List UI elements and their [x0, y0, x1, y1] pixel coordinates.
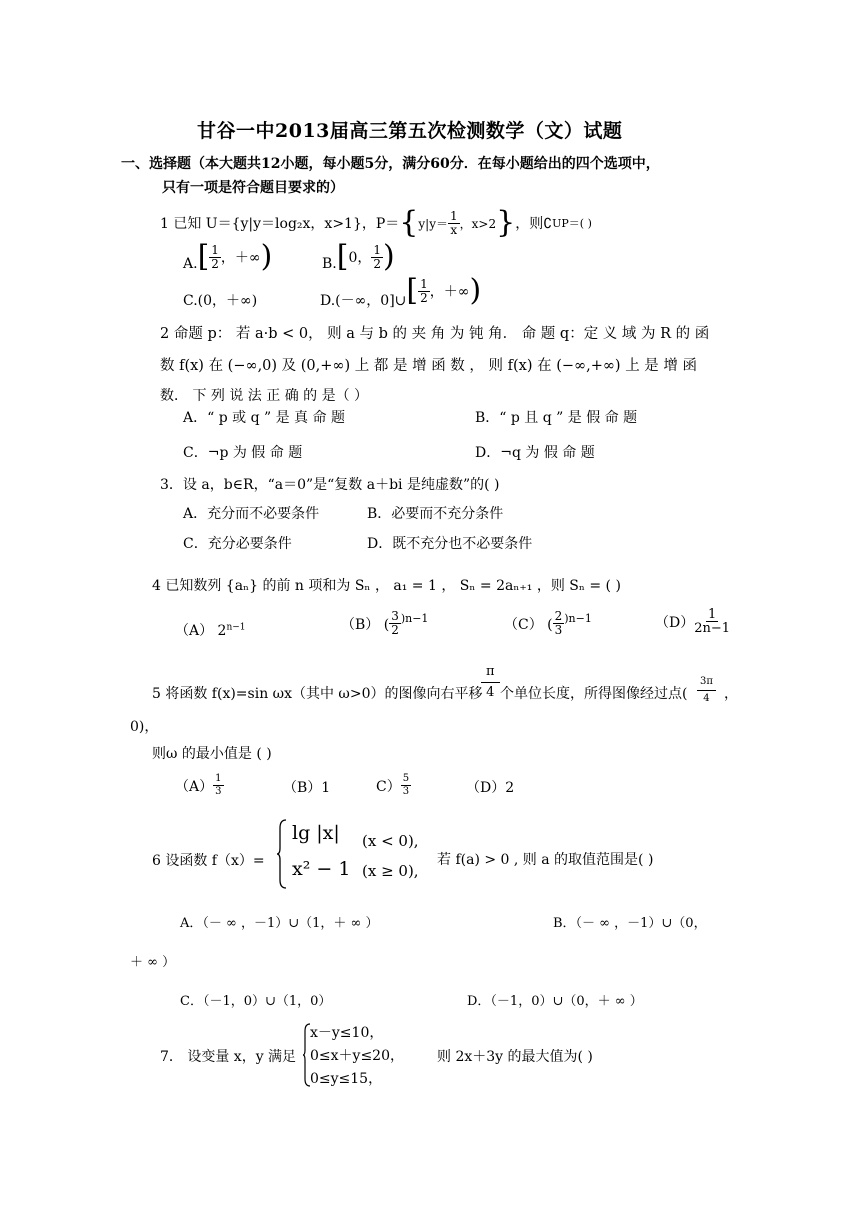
q6-option-b-cont: ＋ ∞ ） [130, 955, 176, 970]
q1-stem-b: ，则∁ [515, 216, 553, 232]
q2-line2: 数 f(x) 在 (−∞,0) 及 (0,+∞) 上 都 是 增 函 数 ， 则 f(x) 在 (−∞,+∞) 上 是 增 函 [160, 358, 698, 374]
q3-option-a: A．充分而不必要条件 [183, 506, 320, 522]
q1-optD-a: D.(－∞，0]∪ [320, 293, 407, 309]
q4-optA-exp: n−1 [226, 622, 246, 633]
q5-optC-text: C） [376, 778, 401, 795]
q1-optA-label: A. [183, 256, 198, 272]
q5-line2: 则ω 的最小值是 ( ) [152, 746, 272, 762]
q5-option-d: （D）2 [466, 780, 515, 796]
q2-option-d: D．¬q 为 假 命 题 [475, 445, 595, 461]
q7-constraint-1: x－y≤10， [310, 1025, 384, 1041]
q1-optB-num: 1 [373, 242, 382, 257]
q4-optB-exp: )n−1 [400, 612, 429, 625]
q2-option-a: A．“ p 或 q ” 是 真 命 题 [183, 410, 345, 426]
q6-brace-icon [276, 818, 286, 890]
q1-set-tail: ，x>2 [459, 216, 497, 231]
brace-right-icon: } [496, 205, 516, 240]
q5-option-c [376, 773, 411, 798]
q1-frac-num: 1 [450, 208, 458, 223]
q5-optA-num: 1 [215, 773, 222, 784]
q7-stem: 7． 设变量 x，y 满足 [160, 1049, 297, 1065]
q1-option-a [183, 239, 273, 274]
q1-optD-frac [418, 278, 430, 305]
bracket-left-icon: [ [336, 239, 349, 274]
q1-optD-num: 1 [420, 276, 428, 291]
q4-stem: 4 已知数列 {aₙ} 的前 n 项和为 Sₙ ， a₁ = 1 ， Sₙ = 2aₙ₊₁ ，则 Sₙ = ( ) [152, 578, 621, 594]
q1-option-d [320, 272, 481, 310]
q5-pi-frac [481, 662, 500, 703]
q4-optD-frac [694, 608, 730, 635]
q1-frac [448, 210, 460, 237]
q5-stem: 5 将函数 f(x)=sin ωx（其中 ω>0）的图像向右平移 [152, 686, 483, 702]
q6-case1-cond: (x < 0), [362, 832, 419, 850]
q4-optD-num: 1 [708, 607, 717, 622]
q5-pi-frac-inner [481, 662, 500, 703]
q3-option-c: C．充分必要条件 [183, 536, 292, 552]
bracket-left-icon: [ [197, 239, 210, 274]
q5-optC-den: 3 [402, 786, 410, 797]
q6-option-b: B．（－ ∞ ，－1）∪（0， [553, 916, 707, 931]
q4-optB-text: （B） ( [341, 616, 390, 633]
q1-optD-tail: ，＋∞ [429, 284, 470, 300]
q5-pt-den: 4 [703, 693, 710, 704]
q1-optB-a: 0， [348, 250, 372, 266]
q1-option-c: C.(0，＋∞) [183, 293, 258, 309]
q6-case2-cond: (x ≥ 0), [362, 862, 419, 880]
q5-optA-text: （A） [175, 778, 214, 795]
q1-set-p: y|y＝ [418, 216, 448, 231]
q6-case1: lg |x| [292, 822, 340, 844]
q1-optA-num: 1 [211, 242, 219, 257]
bracket-left-icon: [ [406, 273, 419, 308]
brace-left-icon: { [399, 205, 419, 240]
q5-pi-num: π [481, 662, 500, 683]
q4-optC-frac [553, 610, 565, 637]
q5-stem-c: ， [724, 686, 738, 702]
q3-option-b: B．必要而不充分条件 [367, 506, 504, 522]
q5-pt-num: 3π [697, 674, 716, 691]
q1-optA-den: 2 [211, 256, 219, 271]
q6-stem: 6 设函数 f（x）= [152, 853, 265, 869]
q2-line3: 数． 下 列 说 法 正 确 的 是（ ） [160, 388, 369, 404]
q1-optB-frac [371, 244, 383, 271]
paren-right-icon: ) [383, 239, 395, 274]
q5-option-a [175, 773, 224, 798]
section-heading-cont: 只有一项是符合题目要求的） [162, 180, 344, 196]
q4-optC-exp: )n−1 [564, 612, 592, 625]
q5-stem-d: 0)， [130, 719, 159, 735]
q2-option-c: C．¬p 为 假 命 题 [183, 445, 303, 461]
section-heading: 一、选择题（本大题共12小题，每小题5分，满分60分．在每小题给出的四个选项中， [121, 156, 660, 172]
q4-option-a [175, 620, 246, 640]
paren-right-icon: ) [469, 273, 482, 308]
q5-optC-num: 5 [402, 773, 410, 784]
q4-option-b [341, 610, 428, 637]
q1-optA-tail: ，＋∞ [220, 250, 261, 266]
q5-option-b: （B）1 [283, 780, 331, 796]
q5-pi-den: 4 [486, 685, 495, 700]
q7-constraint-2: 0≤x＋y≤20， [310, 1048, 404, 1064]
q4-optD-text: （D） [655, 614, 695, 631]
q6-option-a: A．（－ ∞ ，－1）∪（1，＋ ∞ ） [180, 916, 379, 931]
paren-right-icon: ) [260, 239, 273, 274]
q5-point-frac [697, 674, 716, 707]
q6-stem-b: 若 f(a) > 0 , 则 a 的取值范围是( ) [437, 852, 654, 868]
q6-option-d: D．（－1，0）∪（0，＋ ∞ ） [467, 994, 643, 1009]
q2-option-b: B．“ p 且 q ” 是 假 命 题 [475, 410, 638, 426]
q5-optA-frac [213, 773, 223, 798]
q4-optC-num: 2 [554, 609, 563, 623]
q1-stem-c: UP＝( ) [552, 217, 592, 230]
q5-point-frac-inner [697, 674, 716, 707]
q5-stem-b: 个单位长度，所得图像经过点( [500, 686, 688, 702]
q1-optA-frac [209, 244, 221, 271]
q4-optB-den: 2 [391, 623, 399, 637]
q4-optC-text: （C） ( [504, 616, 553, 633]
q1-optB-den: 2 [373, 256, 382, 271]
q1-stem-a: 1 已知 U＝{y|y＝log₂x，x>1}，P＝ [160, 216, 400, 232]
q4-optB-num: 3 [391, 609, 399, 623]
q1-option-b [322, 239, 395, 274]
q4-option-c [504, 610, 592, 637]
q7-stem-b: 则 2x＋3y 的最大值为( ) [437, 1049, 593, 1065]
q3-option-d: D．既不充分也不必要条件 [367, 536, 533, 552]
q1-optD-den: 2 [420, 290, 428, 305]
q2-line1: 2 命题 p： 若 a·b < 0， 则 a 与 b 的 夹 角 为 钝 角． 命 题 q：定 义 域 为 R 的 函 [160, 326, 710, 342]
q5-optA-den: 3 [215, 786, 222, 797]
q4-option-d [655, 608, 730, 635]
q4-optD-den: 2n−1 [694, 621, 731, 636]
q1-optB-label: B. [322, 256, 337, 272]
q5-optC-frac [401, 773, 411, 798]
left-brace-icon [276, 818, 288, 890]
q4-optC-den: 3 [554, 623, 563, 637]
q1-frac-den: x [450, 222, 458, 237]
q4-optA-text: （A） 2 [175, 623, 227, 639]
q1-stem [160, 205, 592, 240]
q6-case2: x² − 1 [292, 858, 351, 880]
q3-stem: 3．设 a，b∈R，“a＝0”是“复数 a＋bi 是纯虚数”的( ) [160, 477, 500, 493]
q4-optB-frac [389, 610, 401, 637]
page-title: 甘谷一中2013届高三第五次检测数学（文）试题 [197, 120, 623, 142]
q6-option-c: C．（－1，0）∪（1，0） [180, 994, 332, 1009]
q7-constraint-3: 0≤y≤15， [310, 1071, 383, 1087]
